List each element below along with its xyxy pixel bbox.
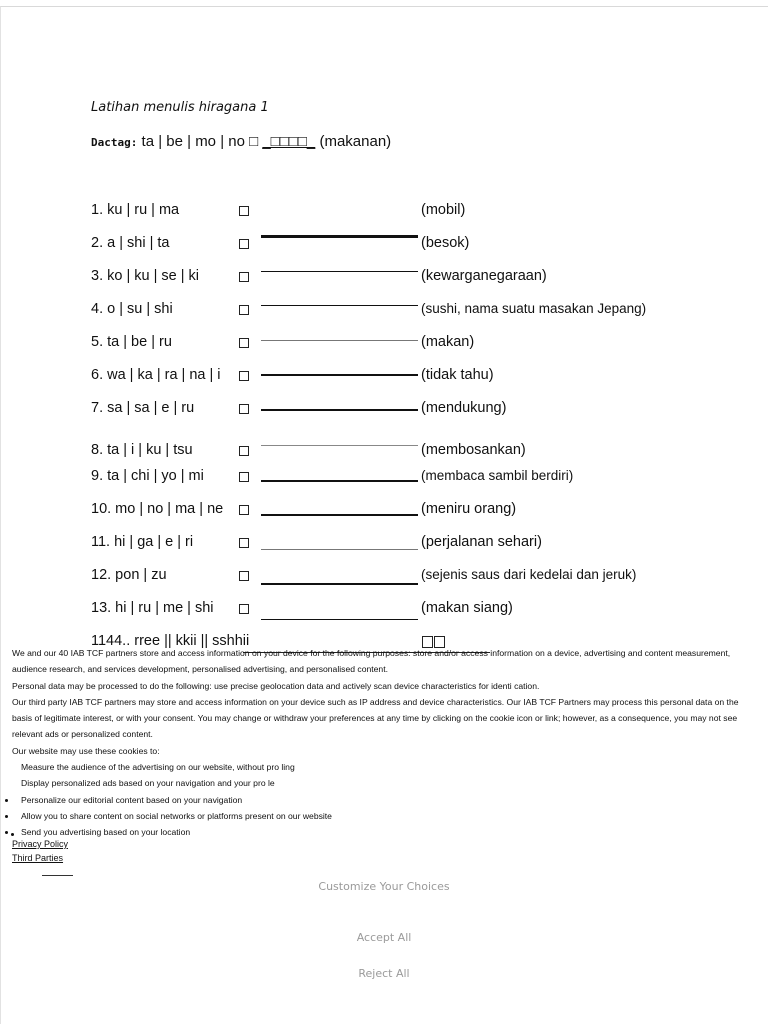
exercise-syllables: 13. hi | ru | me | shi <box>91 600 214 616</box>
third-parties-link[interactable]: Third Parties <box>12 853 64 863</box>
answer-line <box>261 305 418 306</box>
exercise-row-7 <box>0 400 768 422</box>
consent-paragraph: Our third party IAB TCF partners may store and access information on your device such as IP address and device characteristics. Our IAB TCF Partners may process this personal data on the basis of legitimate interest, or with your consent. You may change or withdraw your preferences at any time by clicking on the cookie icon or link; however, as a consequence, you may not see relevant ads or personalized content. <box>12 696 739 740</box>
customize-choices-button[interactable]: Customize Your Choices <box>318 880 450 893</box>
exercise-meaning: (besok) <box>421 235 470 251</box>
checkbox-square <box>239 505 249 515</box>
consent-list-item-text: Display personalized ads based on your navigation and your pro le <box>21 778 275 789</box>
answer-line <box>261 445 418 446</box>
privacy-policy-link[interactable]: Privacy Policy <box>12 839 69 849</box>
exercise-meaning: (mendukung) <box>421 400 507 416</box>
answer-line <box>261 235 418 238</box>
example-syllables: ta | be | mo | no □ <box>141 133 259 150</box>
answer-line <box>261 549 418 550</box>
exercise-meaning: (kewarganegaraan) <box>421 268 547 284</box>
checkbox-square <box>239 571 249 581</box>
answer-line <box>261 340 418 341</box>
exercise-syllables: 9. ta | chi | yo | mi <box>91 468 204 484</box>
exercise-syllables: 1. ku | ru | ma <box>91 202 180 218</box>
checkbox-square <box>239 338 249 348</box>
checkbox-square <box>239 272 249 282</box>
consent-list-item-text: Send you advertising based on your location <box>21 827 191 838</box>
exercise-meaning: (tidak tahu) <box>421 367 494 383</box>
exercise-syllables: 10. mo | no | ma | ne <box>91 501 224 517</box>
checkbox-square <box>239 305 249 315</box>
consent-list-item <box>12 759 757 775</box>
checkbox-square <box>239 239 249 249</box>
exercise-row-5 <box>0 334 768 356</box>
answer-line <box>261 619 418 620</box>
exercise-meaning: (mobil) <box>421 202 466 218</box>
checkbox-square <box>239 446 249 456</box>
answer-line <box>261 583 418 585</box>
consent-paragraph: Personal data may be processed to do the following: use precise geolocation data and actively scan device characteristics for identi cation. <box>12 680 540 691</box>
exercise-row-8 <box>0 442 768 464</box>
exercise-row-14-overlapped: 1144.. rree || kkii || sshhii <box>91 633 250 649</box>
exercise-row-1 <box>0 202 768 224</box>
exercise-row-6 <box>0 367 768 389</box>
exercise-meaning: (makan) <box>421 334 475 350</box>
answer-line <box>261 374 418 376</box>
exercise-meaning: (membosankan) <box>421 442 526 458</box>
checkbox-square <box>239 472 249 482</box>
exercise-meaning: (sushi, nama suatu masakan Jepang) <box>421 301 647 316</box>
exercise-syllables: 5. ta | be | ru <box>91 334 172 350</box>
consent-list-item-text: Measure the audience of the advertising on our website, without pro ling <box>21 762 295 773</box>
exercise-syllables: 11. hi | ga | e | ri <box>91 534 194 550</box>
example-label: Dactag: <box>91 136 138 149</box>
exercise-meaning: (membaca sambil berdiri) <box>421 468 574 483</box>
divider <box>42 875 73 876</box>
accept-all-button[interactable]: Accept All <box>356 931 412 944</box>
exercise-row-11 <box>0 534 768 556</box>
exercise-syllables: 6. wa | ka | ra | na | i <box>91 367 221 383</box>
exercise-syllables: 2. a | shi | ta <box>91 235 170 251</box>
answer-line <box>261 271 418 272</box>
document-title: Latihan menulis hiragana 1 <box>91 100 269 115</box>
answer-line <box>261 514 418 516</box>
exercise-meaning: (meniru orang) <box>421 501 517 517</box>
exercise-row-10 <box>0 501 768 523</box>
exercise-meaning: (makan siang) <box>421 600 513 616</box>
exercise-syllables: 7. sa | sa | e | ru <box>91 400 195 416</box>
checkbox-square <box>239 538 249 548</box>
exercise-syllables: 12. pon | zu <box>91 567 167 583</box>
reject-all-button[interactable]: Reject All <box>358 967 410 980</box>
consent-list-item <box>12 792 757 808</box>
consent-list-item <box>12 824 757 840</box>
answer-line <box>261 409 418 411</box>
bullet-icon <box>11 833 14 836</box>
exercise-row-9 <box>0 468 768 490</box>
consent-list-item <box>12 775 757 791</box>
consent-list-item-text: Personalize our editorial content based on your navigation <box>21 794 243 805</box>
example-answer-blank: _□□□□_ <box>262 133 316 150</box>
exercise-row-3 <box>0 268 768 290</box>
exercise-syllables: 3. ko | ku | se | ki <box>91 268 200 284</box>
exercise-meaning: (sejenis saus dari kedelai dan jeruk) <box>421 567 637 582</box>
consent-list-item <box>12 808 757 824</box>
checkbox-square <box>239 604 249 614</box>
consent-paragraph: We and our 40 IAB TCF partners store and access information on your device for the following purposes: store and/or access information on a device, advertising and content measurement, audience research, and services development, personalised advertising, and personalised content. <box>12 648 731 675</box>
exercise-row-12 <box>0 567 768 589</box>
example-meaning: (makanan) <box>319 133 392 150</box>
exercise-syllables: 8. ta | i | ku | tsu <box>91 442 193 458</box>
example-row <box>91 133 391 150</box>
exercise-syllables: 4. o | su | shi <box>91 301 173 317</box>
bullet-icon <box>5 799 8 802</box>
exercise-meaning: (perjalanan sehari) <box>421 534 542 550</box>
consent-paragraph: Our website may use these cookies to: <box>12 745 160 756</box>
bullet-icon <box>5 815 8 818</box>
answer-line <box>261 480 418 482</box>
exercise-row-4 <box>0 301 768 323</box>
checkbox-square <box>239 371 249 381</box>
checkbox-square <box>239 206 249 216</box>
exercise-row-13 <box>0 600 768 622</box>
cookie-consent-text <box>12 645 757 841</box>
consent-list-item-text: Allow you to share content on social networks or platforms present on our website <box>21 810 332 821</box>
exercise-row-2 <box>0 235 768 257</box>
checkbox-square <box>239 404 249 414</box>
